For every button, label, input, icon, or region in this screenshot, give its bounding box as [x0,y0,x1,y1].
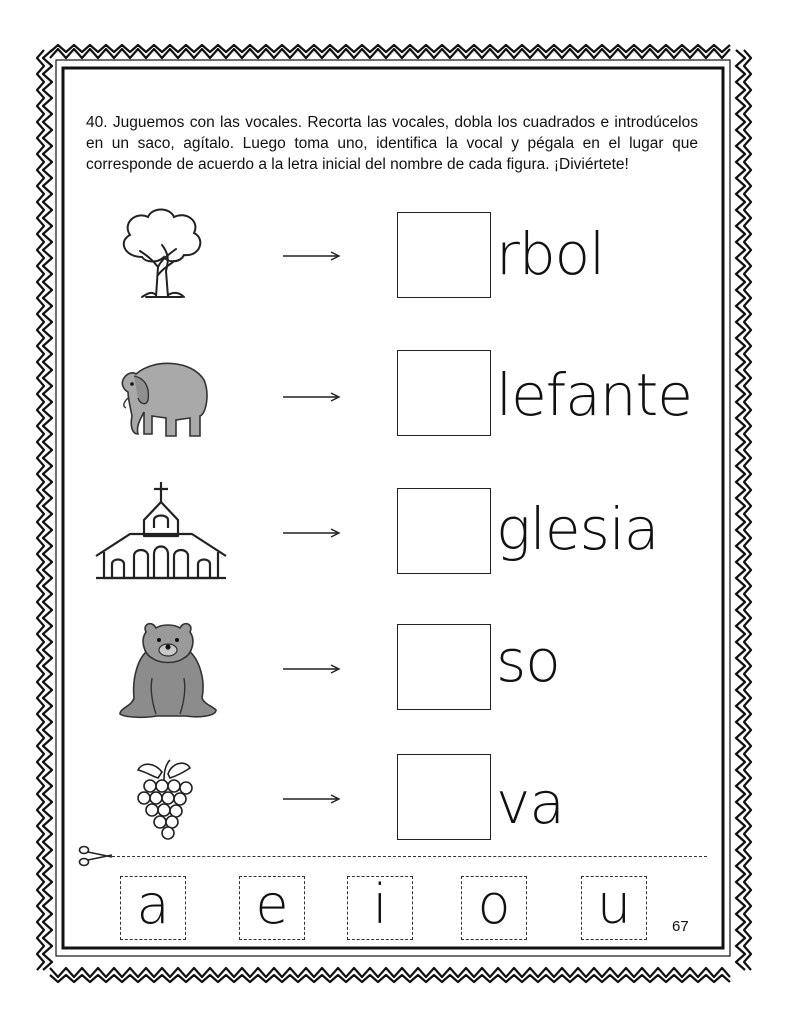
word-ending-label: lefante [496,361,692,429]
arrow-icon [283,792,341,806]
instructions-text: 40. Juguemos con las vocales. Recorta las vocales, dobla los cuadrados e introdúcelos en un saco, agítalo. Luego toma uno, identifica la vocal y pégala en el lugar que corresponde de acuerdo a la letra inicial del nombre de cada figura. ¡Diviértete! [86,113,698,173]
elephant-icon [106,354,212,444]
vowel-card-o[interactable] [461,873,527,940]
vowel-card-a[interactable] [120,873,186,940]
arrow-icon [283,526,341,540]
vowel-drop-box[interactable] [397,212,491,298]
vowel-letter: e [255,873,289,936]
vowel-card-i[interactable] [347,873,413,940]
item-row-elephant [0,344,785,454]
grapes-icon [128,756,204,840]
word-ending-label: rbol [496,220,605,288]
vowel-drop-box[interactable] [397,488,491,574]
word-ending-label: va [496,769,564,837]
vowel-drop-box[interactable] [397,350,491,436]
vowel-card-u[interactable] [581,873,647,940]
tree-icon [112,205,212,303]
item-row-tree [0,205,785,315]
arrow-icon [283,662,341,676]
item-row-grapes [0,752,785,862]
arrow-icon [283,249,341,263]
word-ending-label: so [496,627,560,695]
word-ending-label: glesia [496,495,659,563]
page-number: 67 [672,918,689,935]
vowel-letter: a [136,873,170,936]
item-row-church [0,480,785,590]
dashed-cut-line [112,856,707,857]
arrow-icon [283,390,341,404]
vowel-letter: i [372,873,388,936]
bear-icon [112,618,222,722]
scissors-icon [78,844,114,868]
vowel-letter: u [596,873,632,936]
vowel-card-e[interactable] [239,873,305,940]
vowel-drop-box[interactable] [397,624,491,710]
item-row-bear [0,618,785,728]
vowel-letter: o [477,873,511,936]
vowel-drop-box[interactable] [397,754,491,840]
church-icon [94,480,228,580]
